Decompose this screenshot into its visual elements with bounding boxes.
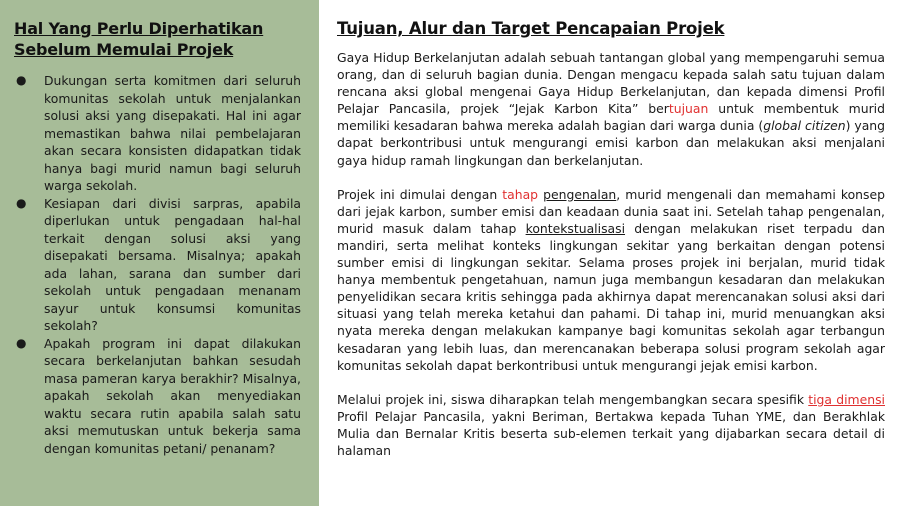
page-title: Tujuan, Alur dan Target Pencapaian Projek	[337, 19, 725, 38]
list-item	[14, 195, 301, 335]
text-run: dengan melakukan riset terpadu dan mandiri, serta melihat konteks lingkungan sekitar yang berkaitan dengan potensi sumber emisi di lingkungan sekitar. Selama proses projek ini berjalan, murid tidak hanya membentuk pengetahuan, namun juga membangun kesadaran dan melakukan penyelidikan secara kritis sehingga pada akhirnya dapat merencanakan solusi aksi dari situasi yang telah mereka ketahui dan pahami. Di tahap ini, murid menuangkan aksi nyata mereka dengan melakukan kampanye bagi komunitas sekolah agar terbangun kesadaran yang lebih luas, dan merencanakan beberapa solusi program sekolah agar komunitas sekolah dapat berkontribusi untuk mengurangi jejak emisi karbon.	[337, 220, 885, 373]
right-panel	[337, 0, 885, 506]
text-run: ) yang dapat berkontribusi untuk mengurangi emisi karbon dan melakukan aksi menjalani gaya hidup ramah lingkungan dan berkelanjutan.	[337, 118, 886, 168]
left-panel	[0, 0, 319, 506]
underlined-kontekstualisasi: kontekstualisasi	[525, 220, 626, 236]
text-run: untuk membentuk murid memiliki kesadaran bahwa mereka adalah bagian dari warga dunia (	[337, 101, 885, 134]
list-item-text: Kesiapan dari divisi sarpras, apabila diperlukan untuk pengadaan hal-hal terkait dengan solusi aksi yang disepakati bersama. Misalnya; apakah ada lahan, sarana dan sumber dari sekolah untuk pengadaan menanam sayur untuk konsumsi komunitas sekolah?	[44, 195, 301, 333]
list-item	[14, 72, 301, 195]
left-title-line-2: Sebelum Memulai Projek	[14, 40, 234, 59]
bullet-icon: ●	[16, 73, 27, 87]
highlight-tiga-dimensi: tiga dimensi	[808, 391, 885, 407]
considerations-list	[14, 72, 301, 457]
text-run: Projek ini dimulai dengan	[337, 186, 503, 202]
paragraph-target	[337, 391, 885, 459]
list-item	[14, 335, 301, 458]
text-run: Melalui projek ini, siswa diharapkan telah mengembangkan secara spesifik	[337, 391, 809, 407]
paragraph-flow	[337, 186, 885, 374]
list-item-text: Dukungan serta komitmen dari seluruh komunitas sekolah untuk menjalankan solusi aksi yang disepakati. Hal ini agar memastikan bahwa nilai pembelajaran akan secara konsisten didapatkan tidak hanya bagi murid namun bagi seluruh warga sekolah.	[44, 73, 301, 193]
text-run: Profil Pelajar Pancasila, yakni Beriman, Bertakwa kepada Tuhan YME, dan Berakhlak Mulia dan Bernalar Kritis beserta sub-elemen terkait yang dijabarkan secara detail di halaman	[337, 408, 885, 458]
list-item-text: Apakah program ini dapat dilakukan secara berkelanjutan bahkan sesudah masa pameran karya berakhir? Misalnya, apakah sekolah akan menyediakan waktu secara rutin apabila salah satu aksi memutuskan untuk bekerja sama dengan komunitas petani/ penanam?	[44, 335, 301, 456]
text-run: , murid mengenali dan memahami konsep dari jejak karbon, sumber emisi dan keadaan dunia saat ini. Setelah tahap pengenalan, murid masuk dalam tahap	[337, 186, 885, 236]
text-run: Gaya Hidup Berkelanjutan adalah sebuah tantangan global yang mempengaruhi semua orang, dan di seluruh bagian dunia. Dengan mengacu kepada salah satu tujuan dalam rencana aksi global mengenai Gaya Hidup Berkelanjutan, dan kepada dimensi Profil Pelajar Pancasila, projek “Jejak Karbon Kita” ber	[337, 50, 885, 117]
left-title-line-1: Hal Yang Perlu Diperhatikan	[14, 19, 264, 38]
paragraph-intro	[337, 49, 885, 169]
underlined-pengenalan: pengenalan	[543, 186, 617, 202]
highlight-tahap: tahap	[502, 186, 539, 202]
highlight-tujuan: tujuan	[668, 101, 709, 117]
bullet-icon: ●	[16, 195, 27, 210]
bullet-icon: ●	[16, 335, 27, 350]
italic-term: global citizen	[763, 118, 846, 134]
left-section-title	[14, 18, 301, 60]
